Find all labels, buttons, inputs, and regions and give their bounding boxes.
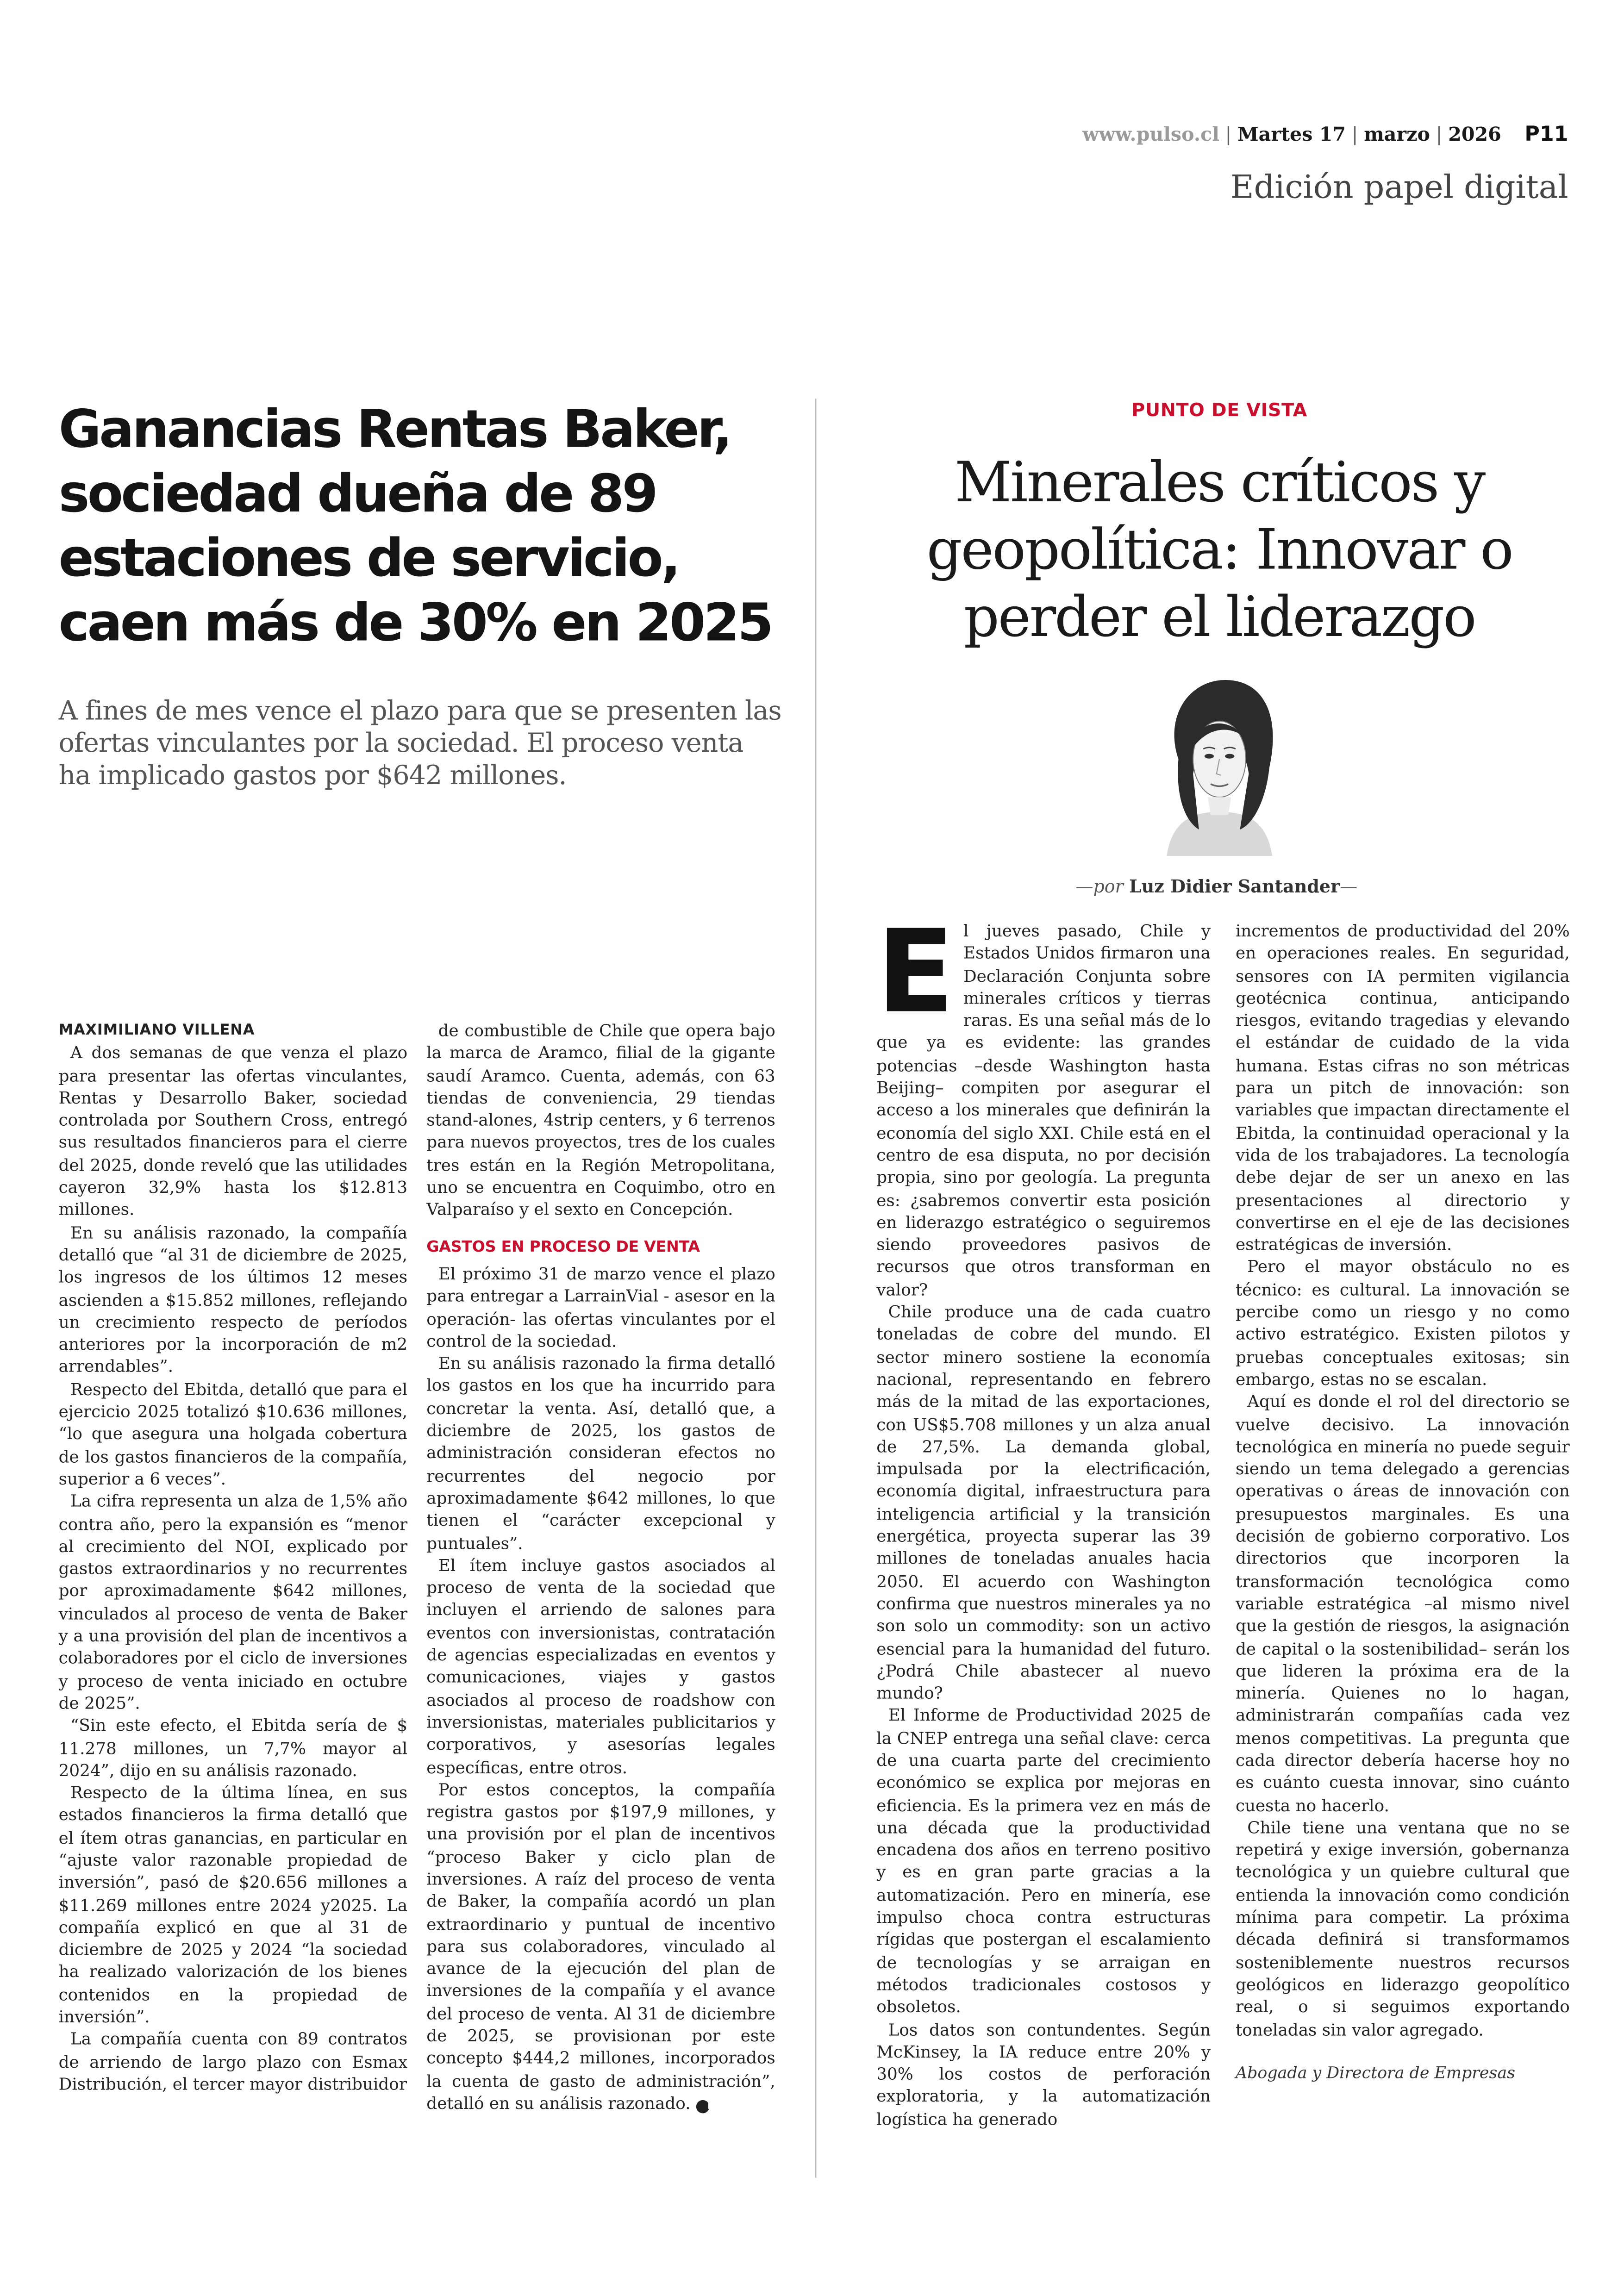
left-article-column-1	[59, 1020, 408, 2096]
opinion-kicker: PUNTO DE VISTA	[1131, 399, 1307, 421]
end-mark-icon: P	[696, 2100, 709, 2113]
section-subhead: GASTOS EN PROCESO DE VENTA	[426, 1238, 700, 1256]
site-url[interactable]: www.pulso.cl	[1082, 125, 1219, 147]
paragraph: Chile produce una de cada cuatro toneladas de cobre del mundo. El sector minero sostiene la economía nacional, representando en febrero más de la mitad de las exportaciones, con US$5.708 millones y un alza anual de 27,5%. La demanda global, impulsada por la electrificación, economía digital, infraestructura para inteligencia artificial y la transición energética, proyecta superar las 39 millones de toneladas anuales hacia 2050. El acuerdo con Washington confirma que nuestros minerales ya no son solo un commodity: son un activo esencial para la humanidad del futuro. ¿Podrá Chile abastecer al nuevo mundo?	[876, 1303, 1211, 1703]
paragraph: de combustible de Chile que opera bajo la marca de Aramco, filial de la gigante saudí Aramco. Cuenta, además, con 63 tiendas de conveniencia, 29 tiendas stand-alones, 4strip centers, y 6 terrenos para nuevos proyectos, tres de los cuales tres están en la Región Metropolitana, uno se encuentra en Coquimbo, otro en Valparaíso y el sexto en Concepción.	[426, 1021, 775, 1220]
header-separator: |	[1436, 125, 1443, 147]
header-day: Martes 17	[1237, 125, 1346, 147]
right-article-column-1	[876, 907, 1211, 2131]
left-article-deck	[59, 696, 792, 793]
headline-line: estaciones de servicio,	[58, 529, 679, 589]
paragraph: Respecto del Ebitda, detalló que para el ejercicio 2025 totalizó $10.636 millones, “lo que asegura una holgada cobertura de los gastos financieros de la compañía, superior a 6 veces”.	[58, 1380, 408, 1489]
paragraph: A dos semanas de que venza el plazo para presentar las ofertas vinculantes, Rentas y Desarrollo Baker, sociedad controlada por Southern Cross, entregó sus resultados financieros para el cierre del 2025, donde reveló que las utilidades cayeron 32,9% hasta los $12.813 millones.	[58, 1044, 408, 1220]
paragraph: La cifra representa un alza de 1,5% año contra año, pero la expansión es “menor al crecimiento del NOI, explicado por gastos extraordinarios y no recurrentes por aproximadamente $642 millones, vinculados al proceso de venta de Baker y a una provisión del plan de incentivos a colaboradores por el ciclo de inversiones y proceso de venta iniciado en octubre de 2025”.	[58, 1492, 408, 1713]
headline-line: perder el liderazgo	[963, 585, 1475, 649]
headline-line: caen más de 30% en 2025	[58, 593, 772, 654]
paragraph-text: l jueves pasado, Chile y Estados Unidos firmaron una Declaración Conjunta sobre minerales críticos y tierras raras. Es una señal más de lo que ya es evidente: las grandes potencias –desde Washington hasta Beijing– compiten por asegurar el acceso a los minerales que definirán la economía del siglo XXI. Chile está en el centro de esa disputa, no por decisión propia, sino por geología. La pregunta es: ¿sabremos convertir esta posición en liderazgo estratégico o seguiremos siendo proveedores pasivos de recursos que otros transforman en valor?	[876, 922, 1211, 1300]
paragraph: “Sin este efecto, el Ebitda sería de $ 11.278 millones, un 7,7% mayor al 2024”, dijo en su análisis razonado.	[58, 1716, 408, 1781]
paragraph: Chile tiene una ventana que no se repetirá y exige inversión, gobernanza tecnológica y un quiebre cultural que entienda la innovación como condición mínima para competir. La próxima década definirá si transformamos sosteniblemente nuestros recursos geológicos en liderazgo geopolítico real, o si seguimos exportando toneladas sin valor agregado.	[1235, 1818, 1570, 2039]
header-year: 2026	[1448, 125, 1501, 147]
page-header	[1082, 123, 1568, 147]
right-article-column-2	[1236, 920, 1570, 2084]
right-article-headline	[865, 449, 1574, 651]
page-number: P11	[1524, 123, 1568, 147]
drop-cap: E	[876, 907, 955, 1039]
first-paragraph	[876, 907, 1211, 1301]
paragraph: Aquí es donde el rol del directorio se vuelve decisivo. La innovación tecnológica en minería no puede seguir siendo un tema delegado a gerencias operativas o áreas de innovación con presupuestos marginales. Es una decisión de gobierno corporativo. Los directorios que incorporen la transformación tecnológica como variable estratégica –al mismo nivel que la gestión de riesgos, la asignación de capital o la sostenibilidad– serán los que lideren la próxima era de la minería. Quienes no lo hagan, administrarán compañías cada vez menos competitivas. La pregunta que cada director debería hacerse hoy no es cuánto cuesta innovar, sino cuánto cuesta no hacerlo.	[1235, 1392, 1570, 1815]
paragraph: En su análisis razonado la firma detalló los gastos en los que ha incurrido para concretar la venta. Así, detalló que, a diciembre de 2025, los gastos de administración consideran efectos no recurrentes del negocio por aproximadamente $642 millones, lo que tienen el “carácter excepcional y puntuales”.	[426, 1354, 775, 1553]
headline-line: sociedad dueña de 89	[58, 464, 656, 525]
author-name: Luz Didier Santander	[1129, 876, 1340, 897]
paragraph: Los datos son contundentes. Según McKinsey, la IA reduce entre 20% y 30% los costos de perforación exploratoria, y la automatización logística ha generado	[876, 2020, 1211, 2129]
left-article-headline	[59, 399, 799, 656]
left-article-column-2	[426, 1020, 775, 2115]
author-portrait	[1146, 671, 1293, 856]
deck-line: ha implicado gastos por $642 millones.	[58, 761, 567, 792]
paragraph: Respecto de la última línea, en sus estados financieros la firma detalló que el ítem otras ganancias, en particular en “ajuste valor razonable propiedad de inversión”, pasó de $20.656 millones a $11.269 millones entre 2024 y2025. La compañía explicó en que al 31 de diciembre de 2025 y 2024 “la sociedad ha realizado valorización de los bienes contenidos en la propiedad de inversión”.	[58, 1784, 408, 2027]
paragraph: El Informe de Productividad 2025 de la CNEP entrega una señal clave: cerca de una cuarta parte del crecimiento económico se explica por mejoras en eficiencia. Es la primera vez en más de una década que la productividad encadena dos años en terreno positivo y es en gran parte gracias a la automatización. Pero en minería, ese impulso choca contra estructuras rígidas que postergan el escalamiento de tecnologías y se arraigan en métodos tradicionales costosos y obsoletos.	[876, 1706, 1211, 2017]
byline: MAXIMILIANO VILLENA	[58, 1023, 255, 1039]
header-month: marzo	[1364, 125, 1430, 147]
paragraph: La compañía cuenta con 89 contratos de arriendo de largo plazo con Esmax Distribución, el tercer mayor distribuidor	[58, 2030, 408, 2095]
header-separator: |	[1351, 125, 1358, 147]
paragraph: incrementos de productividad del 20% en operaciones reales. En seguridad, sensores con IA permiten vigilancia geotécnica continua, anticipando riesgos, evitando tragedias y elevando el estándar de cuidado de la vida humana. Estas cifras no son métricas para un pitch de innovación: son variables que impactan directamente el Ebitda, la continuidad operacional y la vida de los trabajadores. La tecnología debe dejar de ser un anexo en las presentaciones al directorio y convertirse en el eje de las decisiones estratégicas de inversión.	[1235, 922, 1570, 1255]
edition-label: Edición papel digital	[1230, 170, 1568, 207]
paragraph-text: Por estos conceptos, la compañía registra gastos por $197,9 millones, y una provisión por el plan de incentivos “proceso Baker y ciclo plan de inversiones. A raíz del proceso de venta de Baker, la compañía acordó un plan extraordinario y puntual de incentivo para sus colaboradores, vinculado al avance de la ejecución del plan de inversiones de la compañía y el avance del proceso de venta. Al 31 de diciembre de 2025, se provisionan por este concepto $444,2 millones, incorporados la cuenta de gasto de administración”, detalló en su análisis razonado.	[426, 1780, 775, 2114]
header-separator: |	[1225, 125, 1232, 147]
headline-line: geopolítica: Innovar o	[926, 517, 1512, 582]
column-divider	[815, 399, 816, 2178]
deck-line: ofertas vinculantes por la sociedad. El proceso venta	[58, 728, 743, 759]
paragraph: En su análisis razonado, la compañía detalló que “al 31 de diciembre de 2025, los ingresos de los últimos 12 meses ascienden a $15.852 millones, reflejando un crecimiento respecto de períodos anteriores por la incorporación de m2 arrendables”.	[58, 1223, 408, 1377]
paragraph: Pero el mayor obstáculo no es técnico: es cultural. La innovación se percibe como un riesgo y no como activo estratégico. Existen pilotos y pruebas conceptuales exitosas; sin embargo, estas no se escalan.	[1235, 1258, 1570, 1390]
headline-line: Minerales críticos y	[955, 449, 1485, 515]
headline-line: Ganancias Rentas Baker,	[58, 400, 731, 461]
author-signature: Abogada y Directora de Empresas	[1235, 2063, 1516, 2083]
deck-line: A fines de mes vence el plazo para que se presenten las	[58, 696, 781, 727]
author-prefix: —por	[1075, 876, 1124, 897]
author-suffix: —	[1340, 876, 1358, 897]
paragraph	[426, 1779, 775, 2115]
paragraph: El próximo 31 de marzo vence el plazo para entregar a LarrainVial - asesor en la operación- las ofertas vinculantes por el control de la sociedad.	[426, 1265, 775, 1351]
author-credit	[880, 876, 1554, 897]
paragraph: El ítem incluye gastos asociados al proceso de venta de la sociedad que incluyen el arriendo de salones para eventos con inversionistas, contratación de agencias especializadas en eventos y comunicaciones, viajes y gastos asociados al proceso de roadshow con inversionistas, materiales publicitarios y corporativos, y asesorías legales específicas, entre otros.	[426, 1556, 775, 1777]
